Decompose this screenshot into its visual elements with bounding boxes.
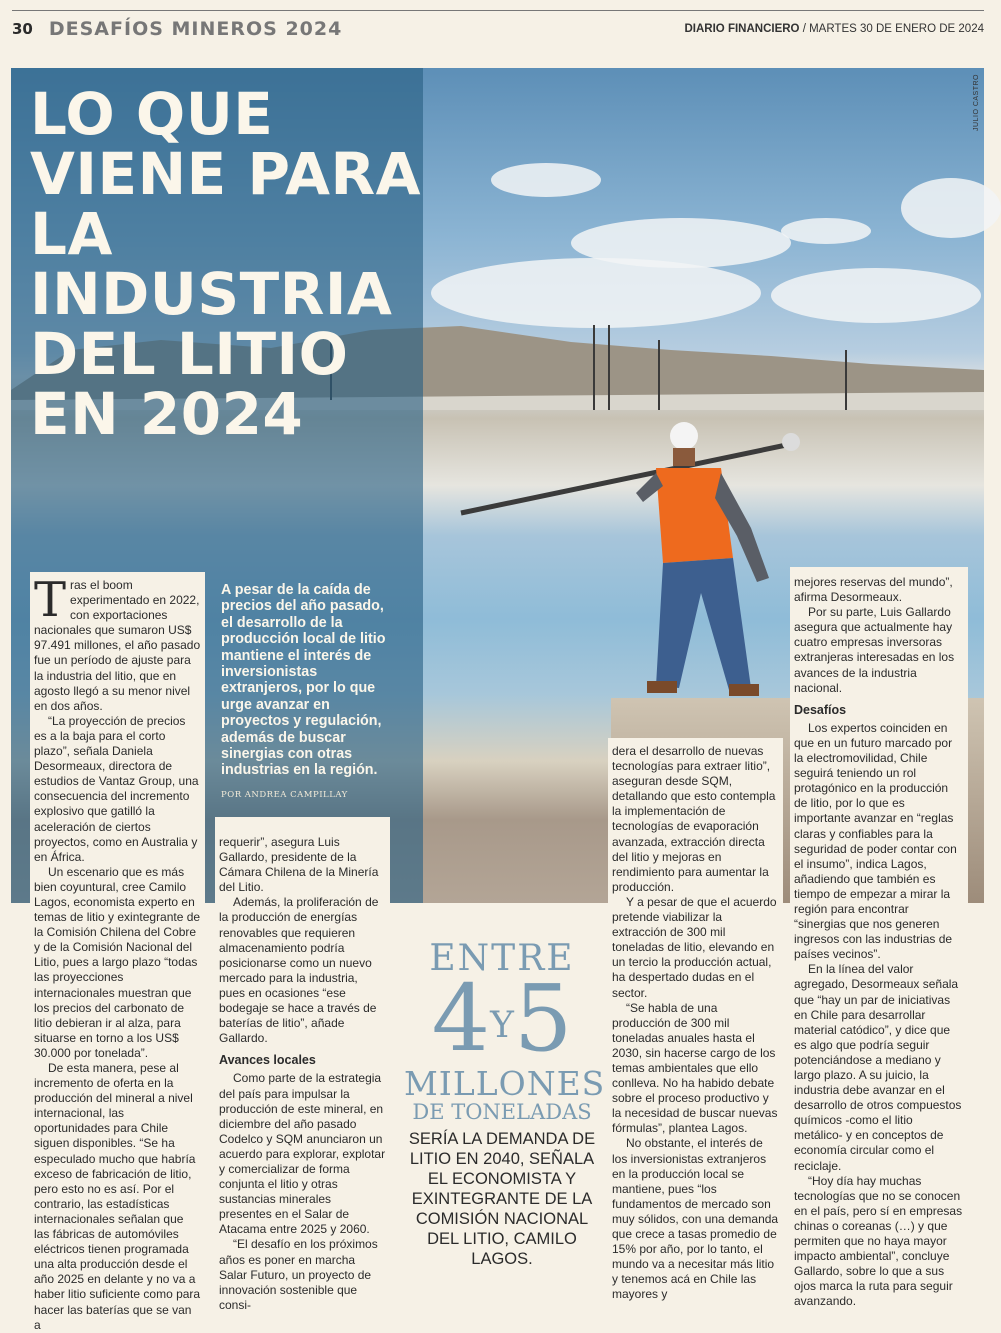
stat-entre: ENTRE — [429, 938, 575, 979]
page-header — [12, 10, 984, 46]
paragraph: Y a pesar de que el acuerdo pretende viabilizar la extracción de 300 mil toneladas de litio, elevando en un tercio la producción actual, ha despertado dudas en el sector. — [612, 894, 777, 1000]
paragraph: requerir”, asegura Luis Gallardo, presidente de la Cámara Chilena de la Minería del Litio. — [219, 835, 379, 895]
photo-credit: JULIO CASTRO — [973, 74, 980, 131]
paragraph: “Se habla de una producción de 300 mil toneladas anuales hasta el 2030, sin hacerse cargo de los temas ambientales que ello conlleva. No ha habido debate sobre el proceso productivo y la necesidad de buscar nuevas fórmulas”, plantea Lagos. — [612, 1000, 778, 1136]
paragraph: En la línea del valor agregado, Desormeaux señala que “hay un par de iniciativas en Chile para desarrollar material catódico”, y dice que es algo que podría seguir potenciándose a mediano y largo plazo. A su juicio, la industria debe avanzar en el desarrollo de otros compuestos químicos -como el litio metálico- y en conceptos de economía circular como el reciclaje. — [794, 962, 962, 1173]
stat-y: Y — [490, 1005, 514, 1047]
stat-num-1: 4 — [431, 965, 491, 1072]
paragraph: dera el desarrollo de nuevas tecnologías para extraer litio”, aseguran desde SQM, detallando que esto contempla la implementación de tecnologías de evaporación avanzada, extracción directa del litio y mejoras en rendimiento para aumentar la producción. — [612, 744, 776, 894]
cloud — [431, 258, 761, 328]
paragraph: De esta manera, pese al incremento de oferta en la producción del mineral a nivel internacional, las oportunidades para Chile siguen disponibles. “Se ha especulado mucho que habría exceso de fabricación de litio, pero esto no es así. Por el contrario, las estadísticas internacionales señalan que las fábricas de automóviles eléctricos tienen programada una alta producción desde el año 2025 en delante y no va a haber litio suficiente como para hacer las baterías que se van a — [34, 1061, 201, 1332]
article-column-2 — [215, 817, 390, 1312]
article-column-4 — [790, 567, 968, 1309]
page-number: 30 — [12, 19, 33, 38]
publication-name: DIARIO FINANCIERO — [684, 22, 800, 35]
deck-summary: A pesar de la caída de precios del año pasado, el desarrollo de la producción local de litio mantiene el interés de inversionistas extranjeros, por lo que urge avanzar en proyectos y regulación, además de buscar sinergias con otras industrias en la región. — [221, 582, 386, 779]
article-column-1 — [30, 572, 205, 1332]
header-left — [12, 18, 342, 40]
cloud — [491, 163, 601, 197]
byline: POR ANDREA CAMPILLAY — [221, 790, 348, 800]
subheading-desafios: Desafíos — [794, 702, 847, 717]
paragraph — [34, 572, 201, 714]
cloud — [781, 218, 871, 244]
paragraph: Además, la proliferación de la producción de energías renovables que requieren almacenamiento podría posicionarse como un nuevo mercado para la industria, pues en ocasiones “ese bodegaje se hace a través de baterías de litio”, añade Gallardo. — [219, 895, 379, 1046]
pull-stat — [404, 938, 606, 1269]
stat-millones: MILLONES — [404, 1064, 606, 1104]
paragraph: No obstante, el interés de los inversionistas extranjeros en la producción local se mantiene, pues “los fundamentos de mercado son muy sólidos, con una demanda que crece a tasas promedio de 15% por año, por lo tanto, el mundo va a necesitar más litio y tenemos acá en Chile las mayores y — [612, 1136, 779, 1302]
paragraph: mejores reservas del mundo”, afirma Desormeaux. — [794, 575, 953, 605]
paragraph: “El desafío en los próximos años es poner en marcha Salar Futuro, un proyecto de innovación sostenible que consi- — [219, 1237, 378, 1312]
publication-date: / MARTES 30 DE ENERO DE 2024 — [799, 22, 984, 35]
stat-caption: SERÍA LA DEMANDA DE LITIO EN 2040, SEÑALA EL ECONOMISTA Y EXINTEGRANTE DE LA COMISIÓN NACIONAL DEL LITIO, CAMILO LAGOS. — [408, 1130, 596, 1269]
paragraph: Por su parte, Luis Gallardo asegura que actualmente hay cuatro empresas inversoras extranjeras interesadas en los avances de la industria nacional. — [794, 605, 955, 695]
paragraph: Un escenario que es más bien coyuntural, cree Camilo Lagos, economista experto en temas de litio y exintegrante de la Comisión Chilena del Cobre y de la Comisión Nacional del Litio, pues a largo plazo “todas las proyecciones internacionales muestran que los precios del carbonato de litio debieran ir al alza, para situarse en torno a los US$ 30.000 por tonelada”. — [34, 864, 201, 1060]
stat-toneladas: DE TONELADAS — [412, 1100, 592, 1125]
stat-number — [404, 965, 600, 1072]
cloud — [771, 268, 981, 323]
paragraph-text: ras el boom experimentado en 2022, con exportaciones nacionales que sumaron US$ 97.491 millones, el año pasado fue un período de ajuste para la industria del litio, que en agosto llegó a su menor nivel en dos años. — [34, 578, 201, 713]
drop-cap: T — [34, 572, 67, 628]
worker-illustration — [451, 418, 811, 718]
article-column-3 — [608, 738, 783, 1302]
paragraph: “La proyección de precios es a la baja para el corto plazo”, señala Daniela Desormeaux, directora de estudios de Vantaz Group, una consecuencia del incremento explosivo que gatilló la aceleración de ciertos proyectos, como en Australia y en África. — [34, 713, 199, 864]
headline: LO QUE VIENE PARA LA INDUSTRIA DEL LITIO EN 2024 — [30, 80, 422, 448]
section-title: DESAFÍOS MINEROS 2024 — [48, 17, 343, 40]
header-right — [685, 23, 985, 35]
paragraph: “Hoy día hay muchas tecnologías que no se conocen en el país, pero sí en empresas chinas o coreanas (…) y que permiten que no haya mayor impacto ambiental”, concluye Gallardo, sobre lo que a sus ojos marca la ruta para seguir avanzando. — [794, 1173, 963, 1309]
stat-num-2: 5 — [513, 965, 573, 1072]
paragraph: Los expertos coinciden en que en un futuro marcado por la electromovilidad, Chile seguirá teniendo un rol protagónico en la producción de litio, por lo que es importante avanzar en “reglas claras y confiables para la seguridad de poder contar con el insumo”, indica Lagos, añadiendo que también es tiempo de empezar a mirar la región para encontrar “sinergias que nos generen ingresos con las industrias de países vecinos”. — [794, 720, 957, 962]
cloud — [901, 178, 1001, 238]
paragraph: Como parte de la estrategia del país para impulsar la producción de este mineral, en diciembre del año pasado Codelco y SQM anunciaron un acuerdo para explorar, explotar y comercializar de forma conjunta el litio y otras sustancias minerales presentes en el Salar de Atacama entre 2025 y 2060. — [219, 1071, 386, 1237]
subheading-avances: Avances locales — [219, 1053, 316, 1068]
